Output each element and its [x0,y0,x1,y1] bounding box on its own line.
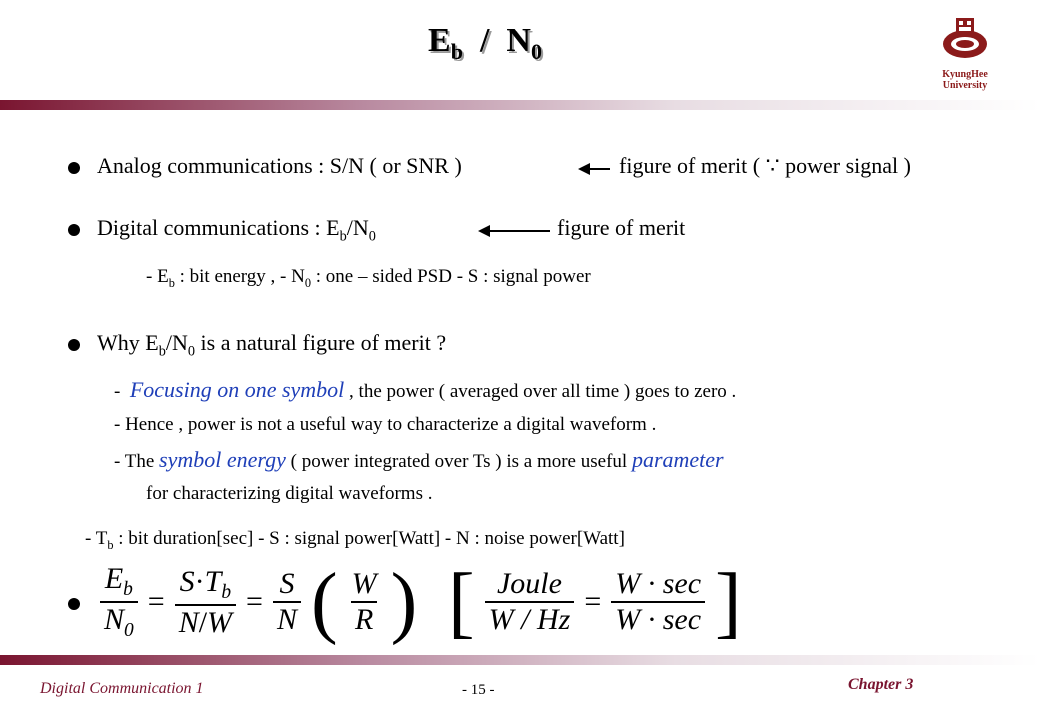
why-l3-a: - The [114,451,155,472]
page-number: - 15 - [462,682,495,698]
frac-w-r [348,567,381,637]
digital-merit: figure of merit [557,215,686,240]
digital-definitions [146,266,591,291]
university-seal-icon [939,14,991,64]
eq-slash: / [198,605,208,639]
eq-equals-3: = [584,585,602,618]
why-l3-b: ( power integrated over Ts ) is a more useful [290,451,628,472]
why-text: Why E [97,330,159,355]
frac-st-nw [175,565,236,640]
why-rest: is a natural figure of merit ? [195,330,447,355]
why-line-2: - Hence , power is not a useful way to characterize a digital waveform . [114,414,657,435]
digital-n: /N [346,215,369,240]
def-eb: - E [146,266,169,287]
digital-sub-0: 0 [368,228,376,245]
digital-text: Digital communications : E [97,215,340,240]
eq-n-sub: 0 [124,620,134,641]
bracket-right: ] [715,558,742,646]
eq-wsec-den: W · sec [611,601,705,637]
why-l1-dash: - [114,381,121,402]
eq-n2: N [178,605,199,639]
bullet-why [97,330,446,360]
title-sub-b: b [450,38,463,64]
why-l1-rest: , the power ( averaged over all time ) goes to zero . [349,381,737,402]
header-divider [0,100,1040,110]
bracket-left: [ [448,558,475,646]
eq-equals-2: = [246,585,263,618]
eq-joule: Joule [496,567,562,600]
frac-eb-n0 [100,562,138,642]
paren-right: ) [390,558,418,646]
equation-main [100,558,418,646]
paren-left: ( [310,558,338,646]
title-slash: / [479,22,490,59]
eq-dot: · [194,564,205,598]
logo-line1: KyungHee [942,69,988,80]
page-title [0,22,970,65]
def-tb: - T [85,528,108,549]
analog-merit: figure of merit ( ∵ power signal ) [619,153,911,178]
footer-chapter: Chapter 3 [848,676,914,693]
why-l3-highlight: symbol energy [159,447,286,472]
eq-equals-1: = [147,585,165,618]
why-l1-highlight: Focusing on one symbol [129,377,345,402]
title-n: N [506,22,531,59]
def-n0-sub: 0 [304,275,312,290]
arrow-shaft [588,168,610,170]
eq-e: E [104,562,124,595]
eq-w-hz: W / Hz [485,601,575,637]
logo-line2: University [942,80,988,91]
bullet-analog [97,153,462,179]
def-rest-2: : bit duration[sec] - S : signal power[Watt] - N : noise power[Watt] [113,528,625,549]
why-sub-b: b [158,343,166,360]
def-rest: : one – sided PSD - S : signal power [311,266,591,287]
why-line-1 [114,377,736,403]
bullet-dot [68,339,80,351]
equation-units [448,558,742,646]
def-n0: : bit energy , - N [174,266,305,287]
university-logo [930,14,1000,91]
bullet-dot [68,162,80,174]
analog-text: Analog communications : S/N ( or SNR ) [97,153,462,178]
bullet-dot [68,598,80,610]
definitions-line [85,528,625,553]
why-sub-0: 0 [187,343,196,360]
digital-sub-b: b [339,228,347,245]
why-line-3 [114,447,724,473]
footer-course: Digital Communication 1 [40,680,204,697]
def-tb-sub: b [107,537,114,552]
title-sub-0: 0 [530,38,542,64]
eq-w: W [207,605,233,639]
def-eb-sub: b [168,275,175,290]
arrow-shaft [488,230,550,232]
frac-s-n [273,567,301,637]
eq-s: S [179,564,195,598]
eq-w2: W [351,567,377,600]
bullet-dot [68,224,80,236]
frac-joule [485,567,575,637]
eq-n: N [104,603,125,636]
footer-divider [0,655,1040,665]
eq-t-sub: b [221,581,232,603]
eq-s2: S [279,567,295,600]
title-e: E [428,22,451,59]
why-l3-highlight2: parameter [631,447,724,472]
bullet-digital [97,215,376,245]
frac-wsec [611,567,705,637]
eq-r: R [351,601,377,637]
eq-wsec-num: W · sec [615,567,702,600]
eq-e-sub: b [123,579,133,600]
why-n: /N [165,330,188,355]
why-line-4: for characterizing digital waveforms . [146,483,433,504]
eq-t: T [204,564,222,598]
eq-n3: N [273,601,301,637]
